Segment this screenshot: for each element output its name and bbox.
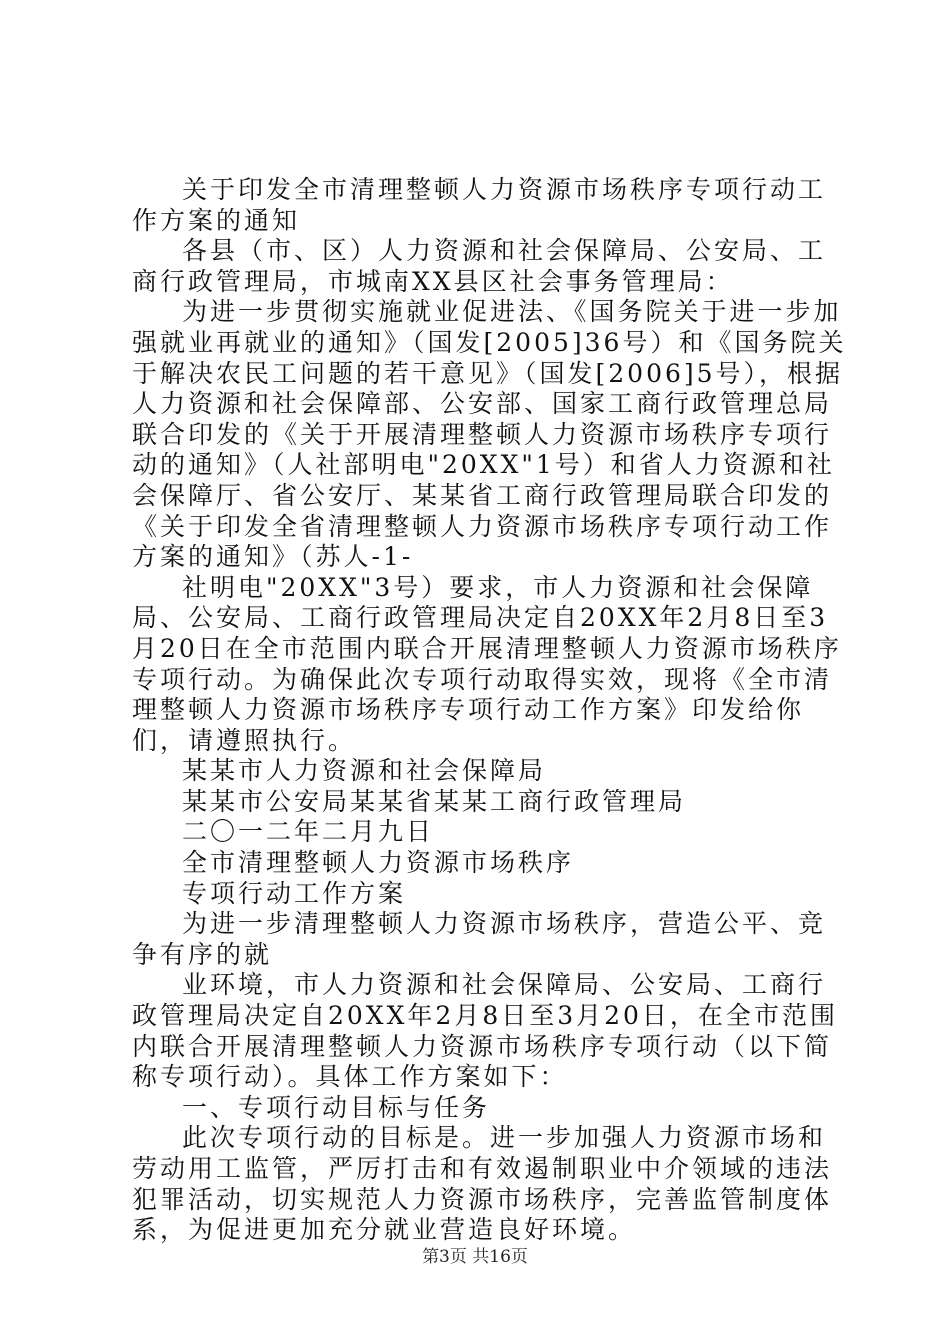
- issuer-line: 某某市公安局某某省某某工商行政管理局: [182, 786, 687, 816]
- addressees: 各县（市、区）人力资源和社会保障局、公安局、工商行政管理局，市城南XX县区社会事务管理局：: [132, 236, 827, 296]
- body-paragraph: 社明电"20XX"3号）要求，市人力资源和社会保障局、公安局、工商行政管理局决定自20XX年2月8日至3月20日在全市范围内联合开展清理整顿人力资源市场秩序专项行动。为确保此次专项行动取得实效，现将《全市清理整顿人力资源市场秩序专项行动工作方案》印发给你们，请遵照执行。: [132, 572, 842, 755]
- body-paragraph: 业环境，市人力资源和社会保障局、公安局、工商行政管理局决定自20XX年2月8日至3月20日，在全市范围内联合开展清理整顿人力资源市场秩序专项行动（以下简称专项行动）。具体工作方案如下：: [132, 970, 838, 1092]
- plan-title-line: 全市清理整顿人力资源市场秩序: [182, 848, 575, 878]
- body-paragraph: 为进一步贯彻实施就业促进法、《国务院关于进一步加强就业再就业的通知》（国发[2005]36号）和《国务院关于解决农民工问题的若干意见》（国发[2006]5号），根据人力资源和社会保障部、公安部、国家工商行政管理总局联合印发的《关于开展清理整顿人力资源市场秩序专项行动的通知》（人社部明电"20XX"1号）和省人力资源和社会保障厅、省公安厅、某某省工商行政管理局联合印发的《关于印发全省清理整顿人力资源市场秩序专项行动工作方案的通知》（苏人-1-: [132, 297, 847, 572]
- plan-title-line: 专项行动工作方案: [182, 878, 407, 908]
- page-number-footer: 第3页 共16页: [422, 1247, 528, 1267]
- document-body: [132, 175, 852, 1246]
- issue-date: 二〇一二年二月九日: [182, 817, 435, 847]
- issuer-line: 某某市人力资源和社会保障局: [182, 756, 547, 786]
- body-paragraph: 此次专项行动的目标是。进一步加强人力资源市场和劳动用工监管，严厉打击和有效遏制职业中介领域的违法犯罪活动，切实规范人力资源市场秩序，完善监管制度体系，为促进更加充分就业营造良好环境。: [132, 1123, 833, 1245]
- notice-title: 关于印发全市清理整顿人力资源市场秩序专项行动工作方案的通知: [132, 175, 827, 235]
- body-paragraph: 为进一步清理整顿人力资源市场秩序，营造公平、竞争有序的就: [132, 909, 827, 969]
- section-heading: 一、专项行动目标与任务: [182, 1092, 491, 1122]
